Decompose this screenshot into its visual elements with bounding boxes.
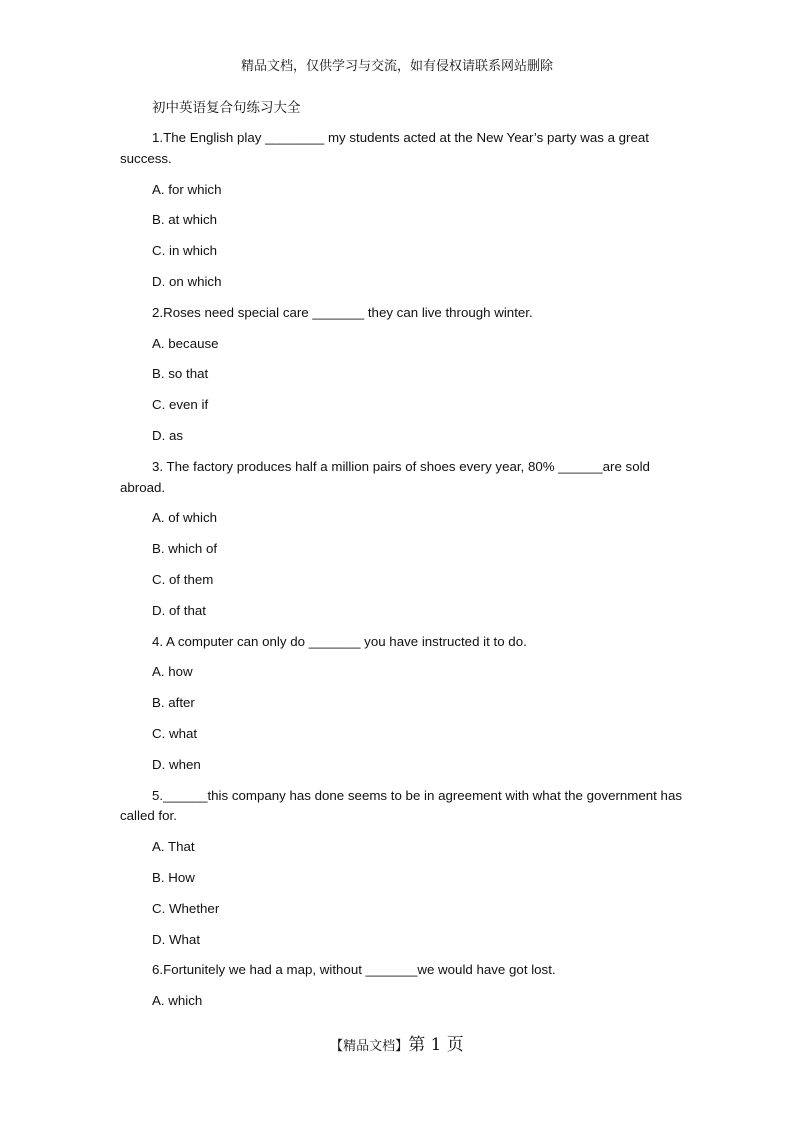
question-2-option-d: D. as xyxy=(152,427,184,443)
question-4-option-c: C. what xyxy=(152,725,198,741)
question-1-option-d: D. on which xyxy=(152,273,222,289)
question-3-option-d: D. of that xyxy=(152,602,206,618)
question-4: 4. A computer can only do _______ you have instructed it to do. xyxy=(152,633,527,649)
question-4-option-a: A. how xyxy=(152,664,193,680)
question-5-option-b: B. How xyxy=(152,869,195,885)
footer-tag: 【精品文档】 xyxy=(330,1039,409,1054)
question-3-option-a: A. of which xyxy=(152,510,218,526)
page-footer xyxy=(0,1034,794,1058)
question-1-option-a: A. for which xyxy=(152,181,222,197)
question-5-option-c: C. Whether xyxy=(152,900,220,916)
question-3-option-c: C. of them xyxy=(152,571,214,587)
question-4-option-b: B. after xyxy=(152,695,195,711)
question-2: 2.Roses need special care _______ they can live through winter. xyxy=(152,304,533,320)
page-header: 精品文档，仅供学习与交流，如有侵权请联系网站删除 xyxy=(240,59,553,74)
question-5-option-a: A. That xyxy=(152,839,195,855)
question-1-option-b: B. at which xyxy=(152,212,218,228)
question-2-option-b: B. so that xyxy=(152,366,209,382)
question-1-option-c: C. in which xyxy=(152,243,218,259)
document-title: 初中英语复合句练习大全 xyxy=(152,100,301,116)
question-6: 6.Fortunitely we had a map, without _______we would have got lost. xyxy=(152,962,556,978)
question-1: 1.The English play ________ my students acted at the New Year’s party was a great success. xyxy=(120,130,649,166)
question-2-option-c: C. even if xyxy=(152,397,209,413)
question-5-option-d: D. What xyxy=(152,931,201,947)
question-6-option-a: A. which xyxy=(152,993,203,1009)
question-list xyxy=(120,128,682,1022)
question-3-option-b: B. which of xyxy=(152,541,218,557)
question-5: 5.______this company has done seems to be in agreement with what the government has called for. xyxy=(120,787,682,824)
question-3: 3. The factory produces half a million pairs of shoes every year, 80% ______are sold abroad. xyxy=(120,458,650,495)
page-number: 第 1 页 xyxy=(408,1035,464,1055)
question-4-option-d: D. when xyxy=(152,756,201,772)
question-2-option-a: A. because xyxy=(152,335,219,351)
